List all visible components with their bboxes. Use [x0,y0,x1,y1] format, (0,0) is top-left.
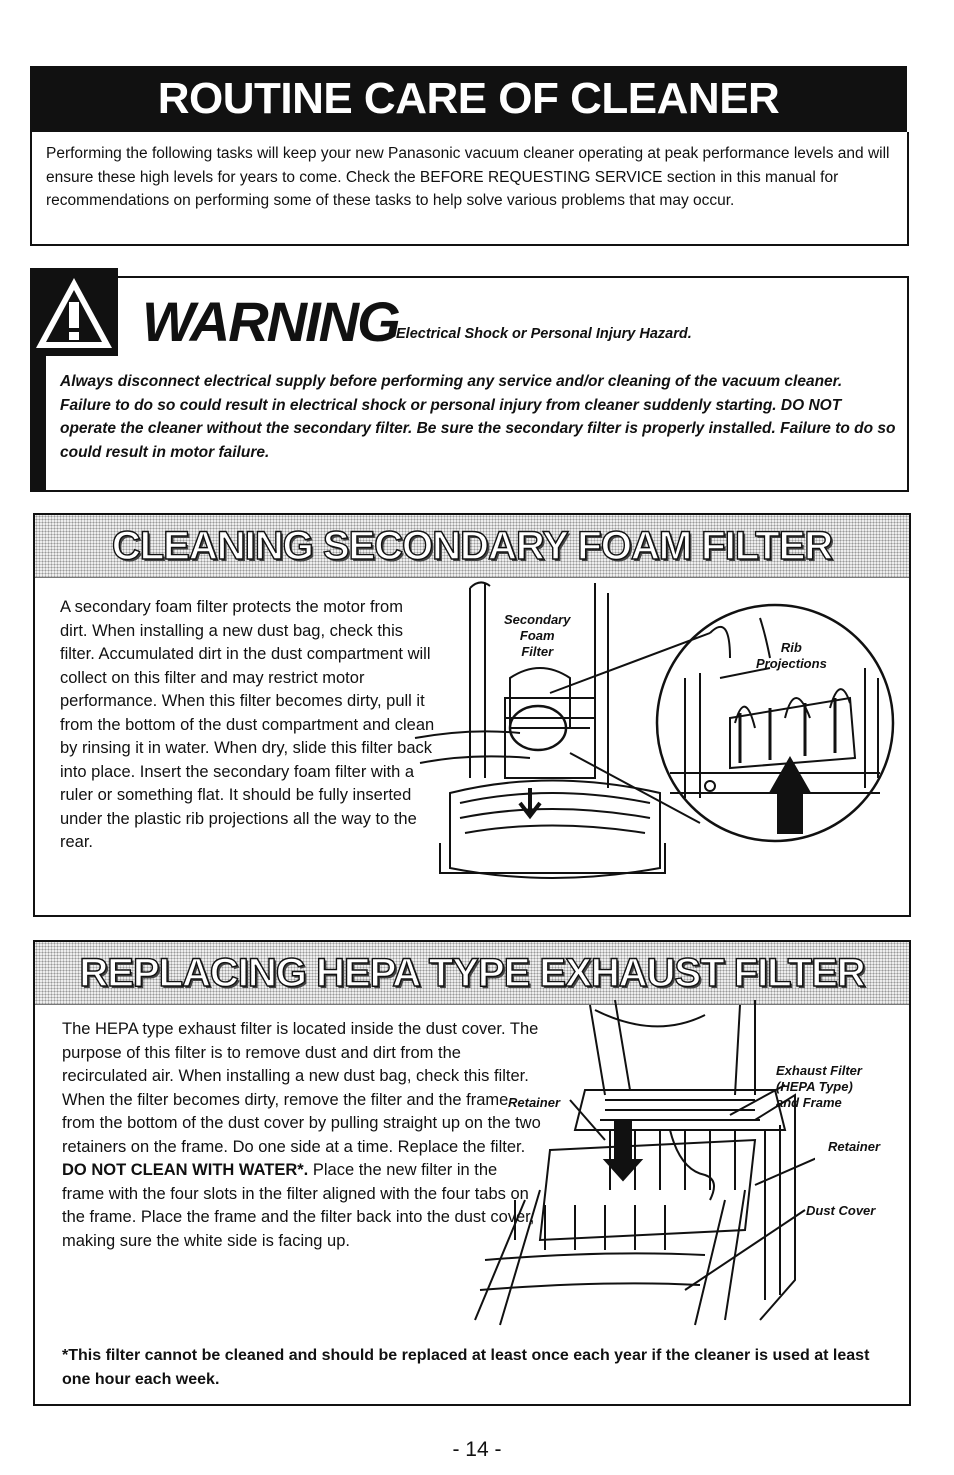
exhaust-filter-callout [776,1063,862,1111]
warning-text: Always disconnect electrical supply before performing any service and/or cleaning of the vacuum cleaner. Failure to do so could result in electrical shock or personal injury from cleaner suddenly starting. DO NOT operate the cleaner without the secondary filter. Be sure the secondary filter is properly installed. Failure to do so could result in motor failure. [60,373,896,461]
warning-side-bar [30,350,46,490]
page-title-bar [30,66,907,132]
dust-cover-callout: Dust Cover [806,1203,876,1218]
vacuum-filter-drawing [410,578,900,898]
dust-cover-drawing [455,1000,815,1330]
callout-line: Exhaust Filter [776,1063,862,1078]
callout-line: Secondary [504,612,571,627]
retainer-left-callout: Retainer [508,1095,561,1110]
warning-icon-tab [30,268,118,356]
hepa-footnote: *This filter cannot be cleaned and should be replaced at least once each year if the cleaner is used at least one hour each week. [62,1347,870,1388]
hepa-text-instructions: Place the new filter in the frame with the four slots in the filter aligned with the four tabs on the frame. Place the frame and the filter back into the dust cover, making sure the white side is facing up. [62,1161,535,1250]
warning-title: WARNING [142,290,399,353]
rib-projections-callout [756,640,827,672]
hepa-text-intro: The HEPA type exhaust filter is located inside the dust cover. The purpose of this filter is to remove dust and dirt from the recirculated air. When installing a new dust bag, check this filter. When the filter becomes dirty, remove the filter and the frame from the bottom of the dust cover by pulling straight up on the two retainers on the frame. Do one side at a time. Replace the filter. [62,1020,541,1156]
page-number: - 14 - [452,1438,502,1461]
callout-line: and Frame [776,1095,842,1110]
intro-paragraph: Performing the following tasks will keep your new Panasonic vacuum cleaner operating at peak performance levels and will ensure these high levels for years to come. Check the BEFORE REQUESTING SERVICE section in this manual for recommendations on performing some of these tasks to help solve various problems that may occur. [46,145,890,209]
hepa-filter-illustration [455,1000,815,1335]
callout-line: Foam [519,628,555,643]
foam-filter-paragraph: A secondary foam filter protects the motor from dirt. When installing a new dust bag, check this filter. Accumulated dirt in the dust compartment will collect on this filter and may restrict motor performance. When this filter becomes dirty, pull it from the bottom of the dust compartment and clean by rinsing it in water. When dry, slide this filter back into place. Insert the secondary foam filter with a ruler or something flat. It should be fully inserted under the plastic rib projections all the way to the rear. [60,598,435,851]
hepa-filter-heading: REPLACING HEPA TYPE EXHAUST FILTER [79,950,865,995]
hepa-filter-heading-band [35,942,909,1005]
callout-line: (HEPA Type) [776,1079,853,1094]
foam-filter-heading: CLEANING SECONDARY FOAM FILTER [111,523,833,568]
foam-filter-illustration [410,578,900,903]
retainer-right-callout: Retainer [828,1139,881,1154]
callout-line: Filter [521,644,554,659]
hepa-text-emphasis: DO NOT CLEAN WITH WATER*. [62,1161,309,1179]
foam-filter-heading-band [35,515,909,578]
callout-line: Projections [756,656,827,671]
warning-subtitle: Electrical Shock or Personal Injury Hazard. [396,326,692,342]
warning-triangle-icon [30,268,118,356]
secondary-foam-filter-callout [504,612,570,660]
page-title: ROUTINE CARE OF CLEANER [157,74,780,123]
callout-line: Rib [780,640,802,655]
